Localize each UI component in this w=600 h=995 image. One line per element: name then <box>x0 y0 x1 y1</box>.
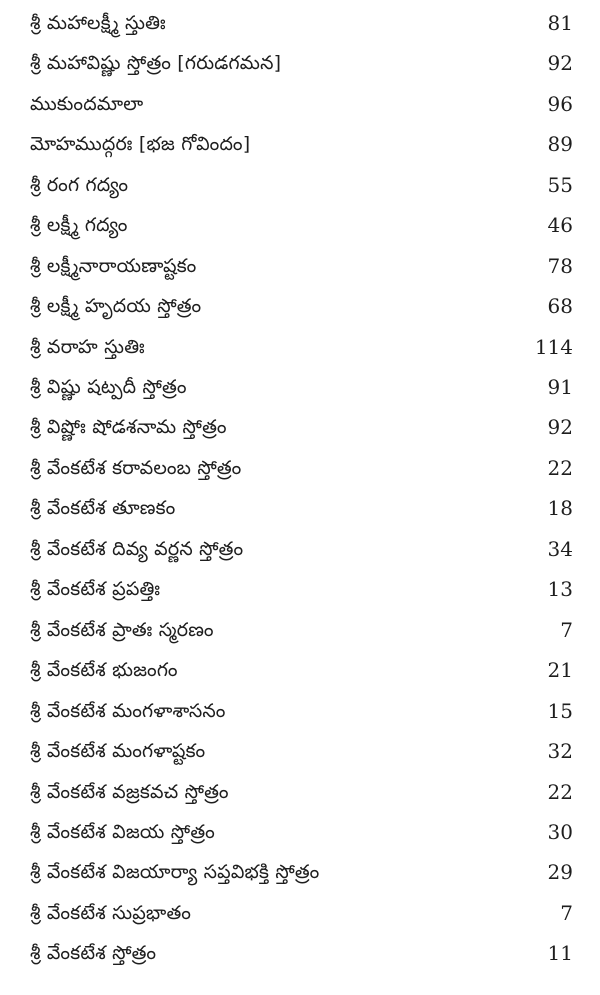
toc-entry-title: శ్రీ రంగ గద్యం <box>30 174 129 196</box>
toc-entry-title: శ్రీ విష్ణు షట్పదీ స్తోత్రం <box>30 376 187 398</box>
toc-entry-title: శ్రీ వేంకటేశ ప్రాతః స్మరణం <box>30 619 214 641</box>
toc-entry <box>0 83 600 123</box>
toc-entry-page-number: 21 <box>547 658 573 682</box>
toc-entry <box>0 406 600 446</box>
toc-entry <box>0 2 600 42</box>
toc-entry <box>0 366 600 406</box>
toc-entry-title: శ్రీ లక్ష్మీ హృదయ స్తోత్రం <box>30 295 202 317</box>
toc-entry-page-number: 92 <box>547 415 573 439</box>
toc-entry-page-number: 22 <box>547 456 573 480</box>
toc-entry-page-number: 34 <box>547 537 573 561</box>
toc-entry-page-number: 91 <box>547 375 573 399</box>
toc-entry-title: ముకుందమాలా <box>30 93 144 115</box>
toc-entry <box>0 771 600 811</box>
toc-entry-page-number: 46 <box>547 213 573 237</box>
toc-entry-title: శ్రీ మహాలక్ష్మీ స్తుతిః <box>30 12 166 34</box>
toc-entry-page-number: 7 <box>560 618 573 642</box>
toc-entry-title: శ్రీ వేంకటేశ ప్రపత్తిః <box>30 578 161 600</box>
toc-entry-page-number: 89 <box>547 132 573 156</box>
toc-entry <box>0 245 600 285</box>
toc-entry <box>0 851 600 891</box>
toc-entry-title: శ్రీ లక్ష్మీనారాయణాష్టకం <box>30 255 197 277</box>
toc-entry-page-number: 13 <box>547 577 573 601</box>
toc-entry-title: శ్రీ వేంకటేశ విజయార్యా సప్తవిభక్తి స్తోత్రం <box>30 861 320 883</box>
toc-entry-page-number: 18 <box>547 496 573 520</box>
toc-entry-page-number: 92 <box>547 51 573 75</box>
toc-entry-title: శ్రీ విష్ణోః షోడశనామ స్తోత్రం <box>30 416 227 438</box>
toc-entry-page-number: 30 <box>547 820 573 844</box>
toc-entry <box>0 730 600 770</box>
toc-entry <box>0 42 600 82</box>
toc-entry-title: శ్రీ వేంకటేశ సుప్రభాతం <box>30 902 192 924</box>
toc-entry-title: శ్రీ వేంకటేశ మంగళాష్టకం <box>30 740 206 762</box>
toc-entry <box>0 811 600 851</box>
toc-entry <box>0 326 600 366</box>
toc-entry-page-number: 78 <box>547 254 573 278</box>
toc-entry <box>0 609 600 649</box>
toc-entry-title: శ్రీ వేంకటేశ స్తోత్రం <box>30 942 157 964</box>
toc-entry-title: మోహముద్గరః [భజ గోవిందం] <box>30 133 251 155</box>
toc-entry-page-number: 68 <box>547 294 573 318</box>
toc-entry <box>0 285 600 325</box>
toc-entry-page-number: 81 <box>547 11 573 35</box>
toc-entry-title: శ్రీ మహావిష్ణు స్తోత్రం [గరుడగమన] <box>30 52 282 74</box>
toc-entry <box>0 690 600 730</box>
toc-entry-title: శ్రీ వేంకటేశ దివ్య వర్ణన స్తోత్రం <box>30 538 244 560</box>
toc-entry-page-number: 114 <box>534 335 573 359</box>
toc-entry-page-number: 11 <box>547 941 573 965</box>
toc-entry-title: శ్రీ వేంకటేశ మంగళాశాసనం <box>30 700 226 722</box>
toc-entry <box>0 892 600 932</box>
toc-entry-page-number: 96 <box>547 92 573 116</box>
toc-entry-title: శ్రీ వేంకటేశ భుజంగం <box>30 659 178 681</box>
toc-entry-title: శ్రీ వేంకటేశ వజ్రకవచ స్తోత్రం <box>30 781 229 803</box>
toc-entry-page-number: 22 <box>547 780 573 804</box>
toc-entry-title: శ్రీ వేంకటేశ తూణకం <box>30 497 176 519</box>
toc-entry-page-number: 7 <box>560 901 573 925</box>
toc-entry <box>0 528 600 568</box>
toc-entry <box>0 164 600 204</box>
toc-entry <box>0 487 600 527</box>
toc-entry-page-number: 32 <box>547 739 573 763</box>
toc-entry <box>0 204 600 244</box>
toc-entry-title: శ్రీ వేంకటేశ విజయ స్తోత్రం <box>30 821 215 843</box>
toc-entry <box>0 568 600 608</box>
toc-entry-page-number: 15 <box>547 699 573 723</box>
toc-entry <box>0 447 600 487</box>
toc-entry <box>0 649 600 689</box>
toc-entry-title: శ్రీ లక్ష్మీ గద్యం <box>30 214 128 236</box>
toc-entry <box>0 123 600 163</box>
toc-entry-page-number: 29 <box>547 860 573 884</box>
toc-entry-title: శ్రీ వేంకటేశ కరావలంబ స్తోత్రం <box>30 457 242 479</box>
toc-entry <box>0 932 600 972</box>
toc-entry-page-number: 55 <box>547 173 573 197</box>
toc-entry-title: శ్రీ వరాహ స్తుతిః <box>30 336 145 358</box>
